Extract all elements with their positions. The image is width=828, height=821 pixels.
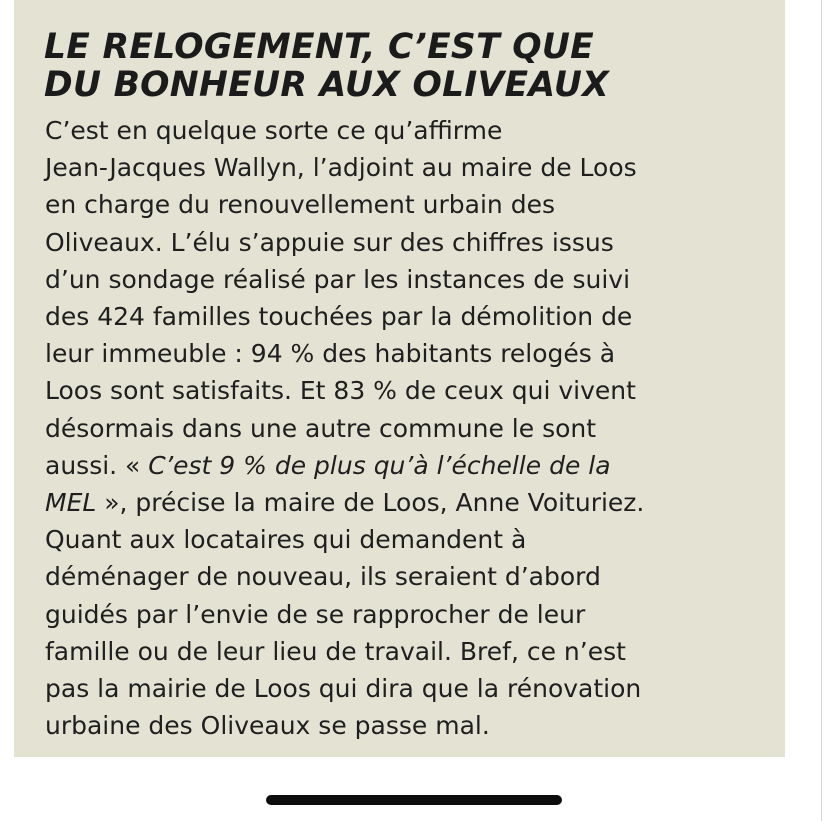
body-line: Oliveaux. L’élu s’appuie sur des chiffres issus <box>45 227 614 257</box>
body-line: pas la mairie de Loos qui dira que la rénovation <box>45 674 642 704</box>
body-line-quote-end <box>45 484 644 521</box>
body-line: famille ou de leur lieu de travail. Bref, ce n’est <box>45 636 626 666</box>
body-line: Loos sont satisfaits. Et 83 % de ceux qui vivent <box>45 376 636 406</box>
body-line: Quant aux locataires qui demandent à <box>45 525 527 555</box>
quote-text: MEL <box>45 488 97 518</box>
newspaper-clipping <box>14 0 785 757</box>
headline-line-1: LE RELOGEMENT, C’EST QUE <box>44 27 595 67</box>
body-line: guidés par l’envie de se rapprocher de leur <box>45 599 586 629</box>
headline-line-2: DU BONHEUR AUX OLIVEAUX <box>44 65 610 105</box>
article-headline <box>44 28 609 104</box>
body-line-quote-start <box>45 447 644 484</box>
body-line: urbaine des Oliveaux se passe mal. <box>45 711 490 741</box>
body-line: en charge du renouvellement urbain des <box>45 190 555 220</box>
body-line: C’est en quelque sorte ce qu’affirme <box>45 116 503 145</box>
body-line: leur immeuble : 94 % des habitants relogés à <box>45 339 616 369</box>
body-line: d’un sondage réalisé par les instances de suivi <box>45 264 631 294</box>
home-indicator-bar[interactable] <box>266 795 562 805</box>
article-body <box>45 112 644 744</box>
quote-close-text: », précise la maire de Loos, Anne Voituriez. <box>96 488 645 518</box>
body-line: désormais dans une autre commune le sont <box>45 413 597 443</box>
body-line: des 424 familles touchées par la démolition de <box>45 302 633 332</box>
screen-edge-divider <box>821 0 822 821</box>
quote-text: C’est 9 % de plus qu’à l’échelle de la <box>148 450 611 480</box>
quote-open-text: aussi. « <box>45 450 149 480</box>
body-line: Jean-Jacques Wallyn, l’adjoint au maire de Loos <box>45 153 637 183</box>
body-line: déménager de nouveau, ils seraient d’abord <box>45 562 601 592</box>
